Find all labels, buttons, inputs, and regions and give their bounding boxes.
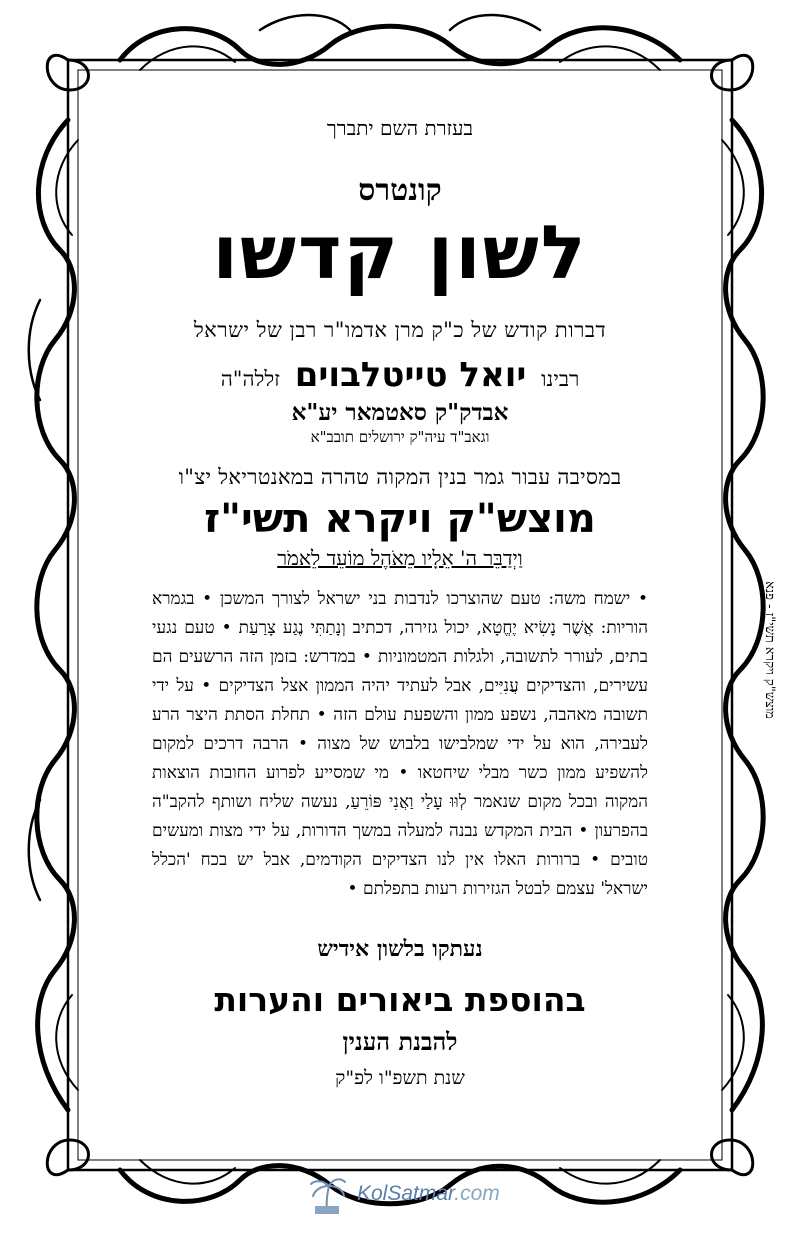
- summary-bullet: •: [310, 705, 327, 725]
- summary-point: מי שמסייע לפרוע החובות הוצאות המקוה ובכל מקום שנאמר לְוּוּ עָלַי וַאֲנִי פּוֹרֵעַ, נעשה שליח ושותף להקב"ה בהפרעון: [152, 763, 649, 841]
- dedication-header: בעזרת השם יתברך: [326, 116, 474, 140]
- understand-line: להבנת הענין: [342, 1027, 458, 1056]
- watermark-text: [357, 1182, 500, 1206]
- summary-bullet: •: [355, 647, 372, 667]
- summary-point: ברורות האלו אין לנו הצדיקים הקודמים, אבל יש בכח 'הכלל ישראל' עצמם לבטל הגזירות רעות בתפלתם: [152, 850, 648, 899]
- additions-title: בהוספת ביאורים והערות: [214, 980, 586, 1019]
- watermark-brand: KolSatmar: [357, 1182, 455, 1205]
- summary-bullet: •: [214, 618, 232, 638]
- summary-point: הרבה דרכים למקום להשפיע ממון כשר מבלי שיחטאו: [152, 734, 648, 783]
- summary-point: על ידי תשובה מאהבה, נשפע ממון והשפעת עולם הזה: [152, 676, 648, 725]
- title-page-content: [150, 110, 650, 1090]
- palm-tree-logo-icon: [305, 1172, 349, 1216]
- subtitle-words: דברות קודש של כ"ק מרן אדמו"ר רבן של ישראל: [193, 318, 607, 342]
- summary-point: בגמרא הוריות: אֲשֶׁר נָשִׂיא יֶחֱטָא, יכול גזירה, דכתיב וְנָתַתִּי נֶגַע צָרַעַת: [152, 589, 648, 638]
- summary-bullet: •: [630, 589, 649, 609]
- summary-point: תחלת הסתת היצר הרע לעבירה, הוא על ידי שמלבישו בלבוש של מצוה: [152, 705, 648, 754]
- vgav-line: וגאב"ד עיה"ק ירושלים תובב"א: [310, 428, 490, 446]
- name-prefix: רבינו: [541, 367, 580, 391]
- summary-bullet: •: [194, 589, 213, 609]
- summary-bullet: •: [193, 676, 212, 696]
- av-beis-din: אבדק"ק סאטמאר יע"א: [291, 399, 509, 426]
- main-title: לשון קדשו: [212, 210, 588, 296]
- summary-paragraph: [150, 585, 650, 904]
- summary-point: טעם נגעי בתים, לעורר לתשובה, ולגלות המטמוניות: [152, 618, 648, 667]
- kuntres-label: קונטרס: [358, 173, 442, 208]
- summary-point: במדרש: בזמן הזה הרשעים הם עשירים, והצדיקים עֲנִיִּים, אבל לעתיד יהיה הממון אצל הצדיקים: [152, 647, 648, 696]
- year-line: שנת תשפ"ו לפ"ק: [335, 1067, 465, 1089]
- summary-bullet: •: [388, 763, 409, 783]
- summary-bullet: •: [580, 850, 601, 870]
- side-label: מוצש"ק ויקרא תשי"ז - פנא: [762, 581, 777, 719]
- event-line: במסיבה עבור גמר בנין המקוה טהרה במאנטריאל יצ"ו: [178, 465, 622, 489]
- summary-bullet: •: [572, 821, 589, 841]
- translated-line: נעתקו בלשון אידיש: [317, 936, 483, 962]
- summary-point: הבית המקדש נבנה למעלה במשך הדורות, על ידי מצות ומעשים טובים: [152, 821, 648, 870]
- watermark-domain: .com: [454, 1182, 500, 1205]
- summary-point: ישמח משה: טעם שהוצרכו לנדבות בני ישראל לצורך המשכן: [212, 589, 631, 609]
- parsha-title: מוצש"ק ויקרא תשי"ז: [204, 496, 596, 542]
- summary-bullet: •: [347, 879, 358, 899]
- summary-bullet: •: [288, 734, 308, 754]
- name-main: יואל טייטלבוים: [294, 355, 527, 395]
- name-suffix: זללה"ה: [220, 367, 281, 391]
- rebbe-name-line: [150, 355, 650, 395]
- verse-line: וַיְדַבֵּר ה' אֵלָיו מֵאֹהֶל מוֹעֵד לֵאמֹר: [277, 546, 523, 570]
- watermark: [305, 1172, 500, 1216]
